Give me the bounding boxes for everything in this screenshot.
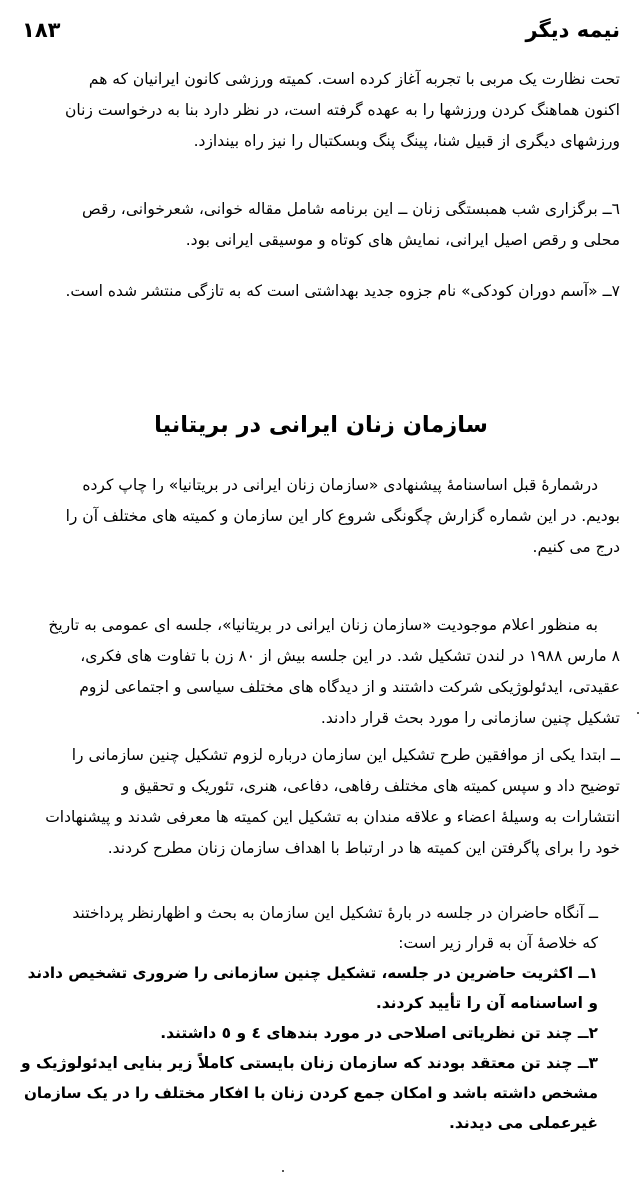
summary-list [20,958,620,1138]
text-line: انتشارات به وسیلهٔ اعضاء و علاقه مندان به تشکیل این کمیته ها معرفی شدند و پیشنهادات [45,808,620,826]
text-line: درج می کنیم. [532,538,620,556]
summary-item-2 [20,1018,620,1048]
page-header [22,18,620,48]
text-line: مشخص داشته باشد و امکان جمع کردن زنان با افکار مختلف را در یک سازمان [23,1084,598,1102]
paragraph-intro [20,470,620,563]
text-line: ٣ــ چند تن معتقد بودند که سازمان زنان بایستی کاملاً زیر بنایی ایدئولوژیک و [20,1054,598,1072]
paragraph-sports-committee [20,64,620,157]
page-number: ۱۸۳ [22,18,61,42]
print-speck [282,1170,284,1172]
paragraph-first-speaker [20,740,620,864]
text-line: درشمارهٔ قبل اساسنامهٔ پیشنهادی «سازمان زنان ایرانی در بریتانیا» را چاپ کرده [82,476,598,494]
text-line: ٢ــ چند تن نظریاتی اصلاحی در مورد بندهای ٤ و ٥ داشتند. [160,1024,598,1042]
text-line: غیرعملی می دیدند. [448,1114,598,1132]
paragraph-solidarity-night [20,194,620,256]
text-line: ٦ــ برگزاری شب همبستگی زنان ــ این برنامه شامل مقاله خوانی، شعرخوانی، رقص [82,200,620,218]
text-line: بودیم. در این شماره گزارش چگونگی شروع کار این سازمان و کمیته های مختلف آن را [65,507,620,525]
text-line: به منظور اعلام موجودیت «سازمان زنان ایرانی در بریتانیا»، جلسه ای عمومی به تاریخ [48,616,598,634]
text-line: ــ آنگاه حاضران در جلسه در بارهٔ تشکیل این سازمان به بحث و اظهارنظر پرداختند [72,904,598,922]
text-line: عقیدتی، ایدئولوژیکی شرکت داشتند و از دیدگاه های مختلف سیاسی و اجتماعی لزوم [79,678,620,696]
paragraph-asthma-booklet [20,276,620,307]
text-line: خود را برای پاگرفتن این کمیته ها در ارتباط با اهداف سازمان زنان مطرح کردند. [107,839,620,857]
text-line: و اساسنامه آن را تأیید کردند. [375,994,598,1012]
text-line: ١ــ اکثریت حاضرین در جلسه، تشکیل چنین سازمانی را ضروری تشخیص دادند [27,964,598,982]
paragraph-announcement [20,610,620,734]
summary-item-3 [20,1048,620,1138]
text-line: تشکیل چنین سازمانی را مورد بحث قرار دادند. [320,709,620,727]
text-line: توضیح داد و سپس کمیته های مختلف رفاهی، دفاعی، هنری، تئوریک و تحقیق و [121,777,620,795]
text-line: ٨ مارس ١٩٨٨ در لندن تشکیل شد. در این جلسه بیش از ٨٠ زن با تفاوت های فکری، [80,647,620,665]
text-line: که خلاصهٔ آن به قرار زیر است: [398,934,598,952]
text-line: محلی و رقص اصیل ایرانی، نمایش های کوتاه و موسیقی ایرانی بود. [185,231,620,249]
text-line: ٧ــ «آسم دوران کودکی» نام جزوه جدید بهداشتی است که به تازگی منتشر شده است. [65,282,620,300]
summary-item-1 [20,958,620,1018]
paragraph-discussion [20,898,620,958]
running-title: نیمه دیگر [525,18,620,42]
text-line: ورزشهای دیگری از قبیل شنا، پینگ پنگ وبسکتبال را نیز راه بیندازد. [193,132,620,150]
text-line: ــ ابتدا یکی از موافقین طرح تشکیل این سازمان درباره لزوم تشکیل چنین سازمانی را [71,746,620,764]
article-title: سازمان زنان ایرانی در بریتانیا [154,412,488,438]
print-speck [637,712,639,714]
text-line: تحت نظارت یک مربی با تجربه آغاز کرده است. کمیته ورزشی کانون ایرانیان که هم [88,70,620,88]
text-line: اکنون هماهنگ کردن ورزشها را به عهده گرفته است، در نظر دارد بنا به درخواست زنان [65,101,620,119]
